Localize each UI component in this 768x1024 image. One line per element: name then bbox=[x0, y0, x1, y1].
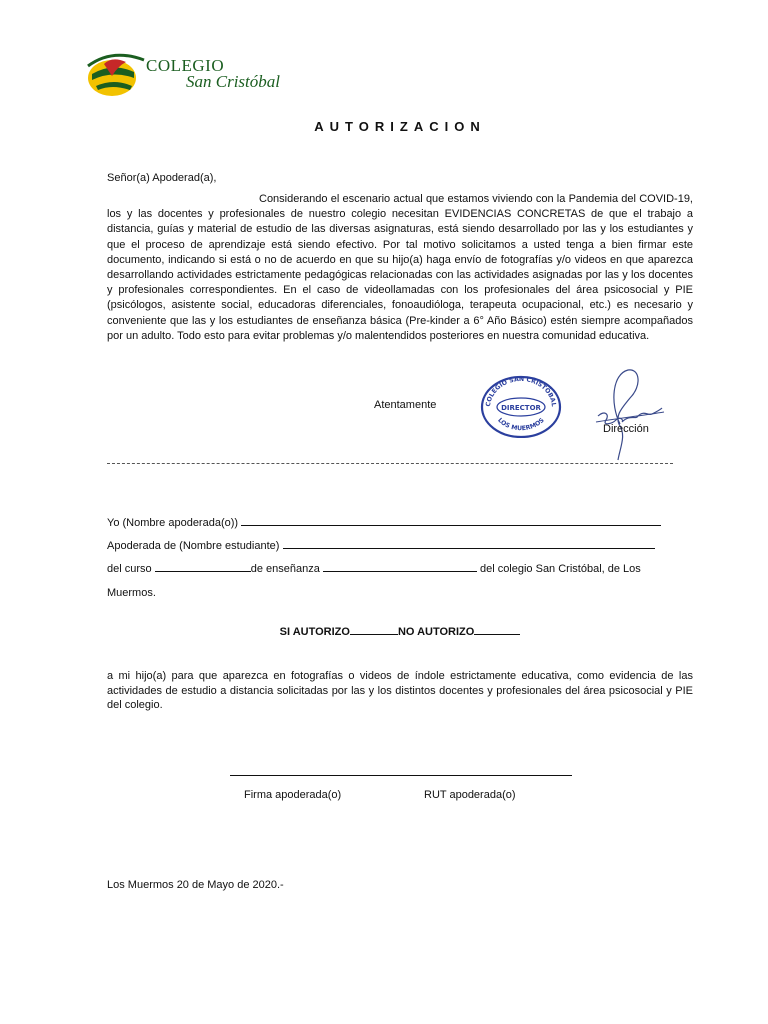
muermos-label: Muermos. bbox=[107, 587, 156, 599]
curso-label: del curso bbox=[107, 563, 152, 575]
logo-text-san-cristobal: San Cristóbal bbox=[186, 72, 280, 91]
si-autorizo-field[interactable] bbox=[350, 623, 398, 635]
firma-apoderada-label: Firma apoderada(o) bbox=[244, 789, 342, 801]
director-signature bbox=[590, 364, 670, 464]
ensenanza-field[interactable] bbox=[323, 560, 477, 572]
nombre-apoderada-label: Yo (Nombre apoderada(o)) bbox=[107, 517, 239, 529]
si-autorizo-label: SI AUTORIZO bbox=[279, 626, 350, 638]
nombre-estudiante-label: Apoderada de (Nombre estudiante) bbox=[107, 540, 280, 552]
colegio-label: del colegio San Cristóbal, de Los bbox=[479, 563, 641, 575]
svg-text:LOS MUERMOS bbox=[496, 417, 546, 432]
closing-paragraph-lead: a mi hijo(a) para que aparezca en fotografías o videos de índole estrictamente educativa, bbox=[107, 670, 572, 682]
school-logo bbox=[82, 48, 297, 102]
no-autorizo-field[interactable] bbox=[474, 623, 520, 635]
logo-text-colegio: COLEGIO bbox=[146, 56, 225, 75]
dashed-divider bbox=[107, 463, 673, 464]
svg-text:COLEGIO SAN CRISTÓBAL bbox=[485, 376, 557, 407]
direccion-label: Dirección bbox=[603, 423, 649, 435]
body-paragraph: Considerando el escenario actual que estamos viviendo con la Pandemia del COVID-19, los y las docentes y profesionales de nuestro colegio necesitan EVIDENCIAS CONCRETAS de que el trabajo a distancia, guías y material de estudio de las diversas asignaturas, está siendo desarrollado por las y los estudiantes y que el proceso de aprendizaje está siendo efectivo. Por tal motivo solicitamos a usted tenga a bien firmar este documento, indicando si está o no de acuerdo en que su hijo(a) haga envío de fotografías y/o videos en que aparezca desarrollando actividades estrictamente pedagógicas relacionadas con las actividades asignadas por las y los docentes y profesionales correspondientes. En el caso de videollamadas con los profesionales del área psicosocial y PIE (psicólogos, asistente social, educadoras diferenciales, fonoaudióloga, terapeuta ocupacional, etc.) es necesario y conveniente que las y los estudiantes de enseñanza básica (Pre-kinder a 6° Año Básico) estén siempre acompañados por un adulto. Todo esto para evitar problemas y/o malentendidos posteriores en nuestra comunidad educativa. bbox=[107, 193, 693, 342]
director-stamp bbox=[480, 374, 562, 438]
stamp-top-text: COLEGIO SAN CRISTÓBAL bbox=[484, 375, 558, 408]
document-date: Los Muermos 20 de Mayo de 2020.- bbox=[107, 879, 284, 891]
closing-paragraph bbox=[107, 669, 693, 713]
autorizacion-options bbox=[0, 623, 768, 638]
stamp-bottom-text: LOS MUERMOS bbox=[496, 416, 546, 433]
form-row-muermos bbox=[107, 587, 156, 599]
document-title: AUTORIZACION bbox=[314, 119, 486, 134]
nombre-apoderada-field[interactable] bbox=[241, 514, 661, 526]
no-autorizo-label: NO AUTORIZO bbox=[397, 626, 475, 638]
ensenanza-label: de enseñanza bbox=[250, 563, 320, 575]
globe-logo-icon bbox=[82, 48, 152, 102]
rut-apoderada-label: RUT apoderada(o) bbox=[424, 789, 516, 801]
closing-paragraph-rest: como evidencia de las actividades de estudio a distancia solicitadas por las y los distintos docentes y profesionales del área psicosocial y PIE del colegio. bbox=[107, 670, 693, 711]
stamp-center-text: DIRECTOR bbox=[501, 404, 541, 412]
form-row-nombre-apoderada bbox=[107, 514, 661, 529]
salutation: Señor(a) Apoderad(a), bbox=[107, 172, 217, 184]
form-row-curso bbox=[107, 560, 641, 575]
signature-line[interactable] bbox=[230, 775, 572, 776]
curso-field[interactable] bbox=[155, 560, 251, 572]
form-row-nombre-estudiante bbox=[107, 537, 655, 552]
closing-atentamente: Atentamente bbox=[374, 399, 437, 411]
nombre-estudiante-field[interactable] bbox=[283, 537, 655, 549]
